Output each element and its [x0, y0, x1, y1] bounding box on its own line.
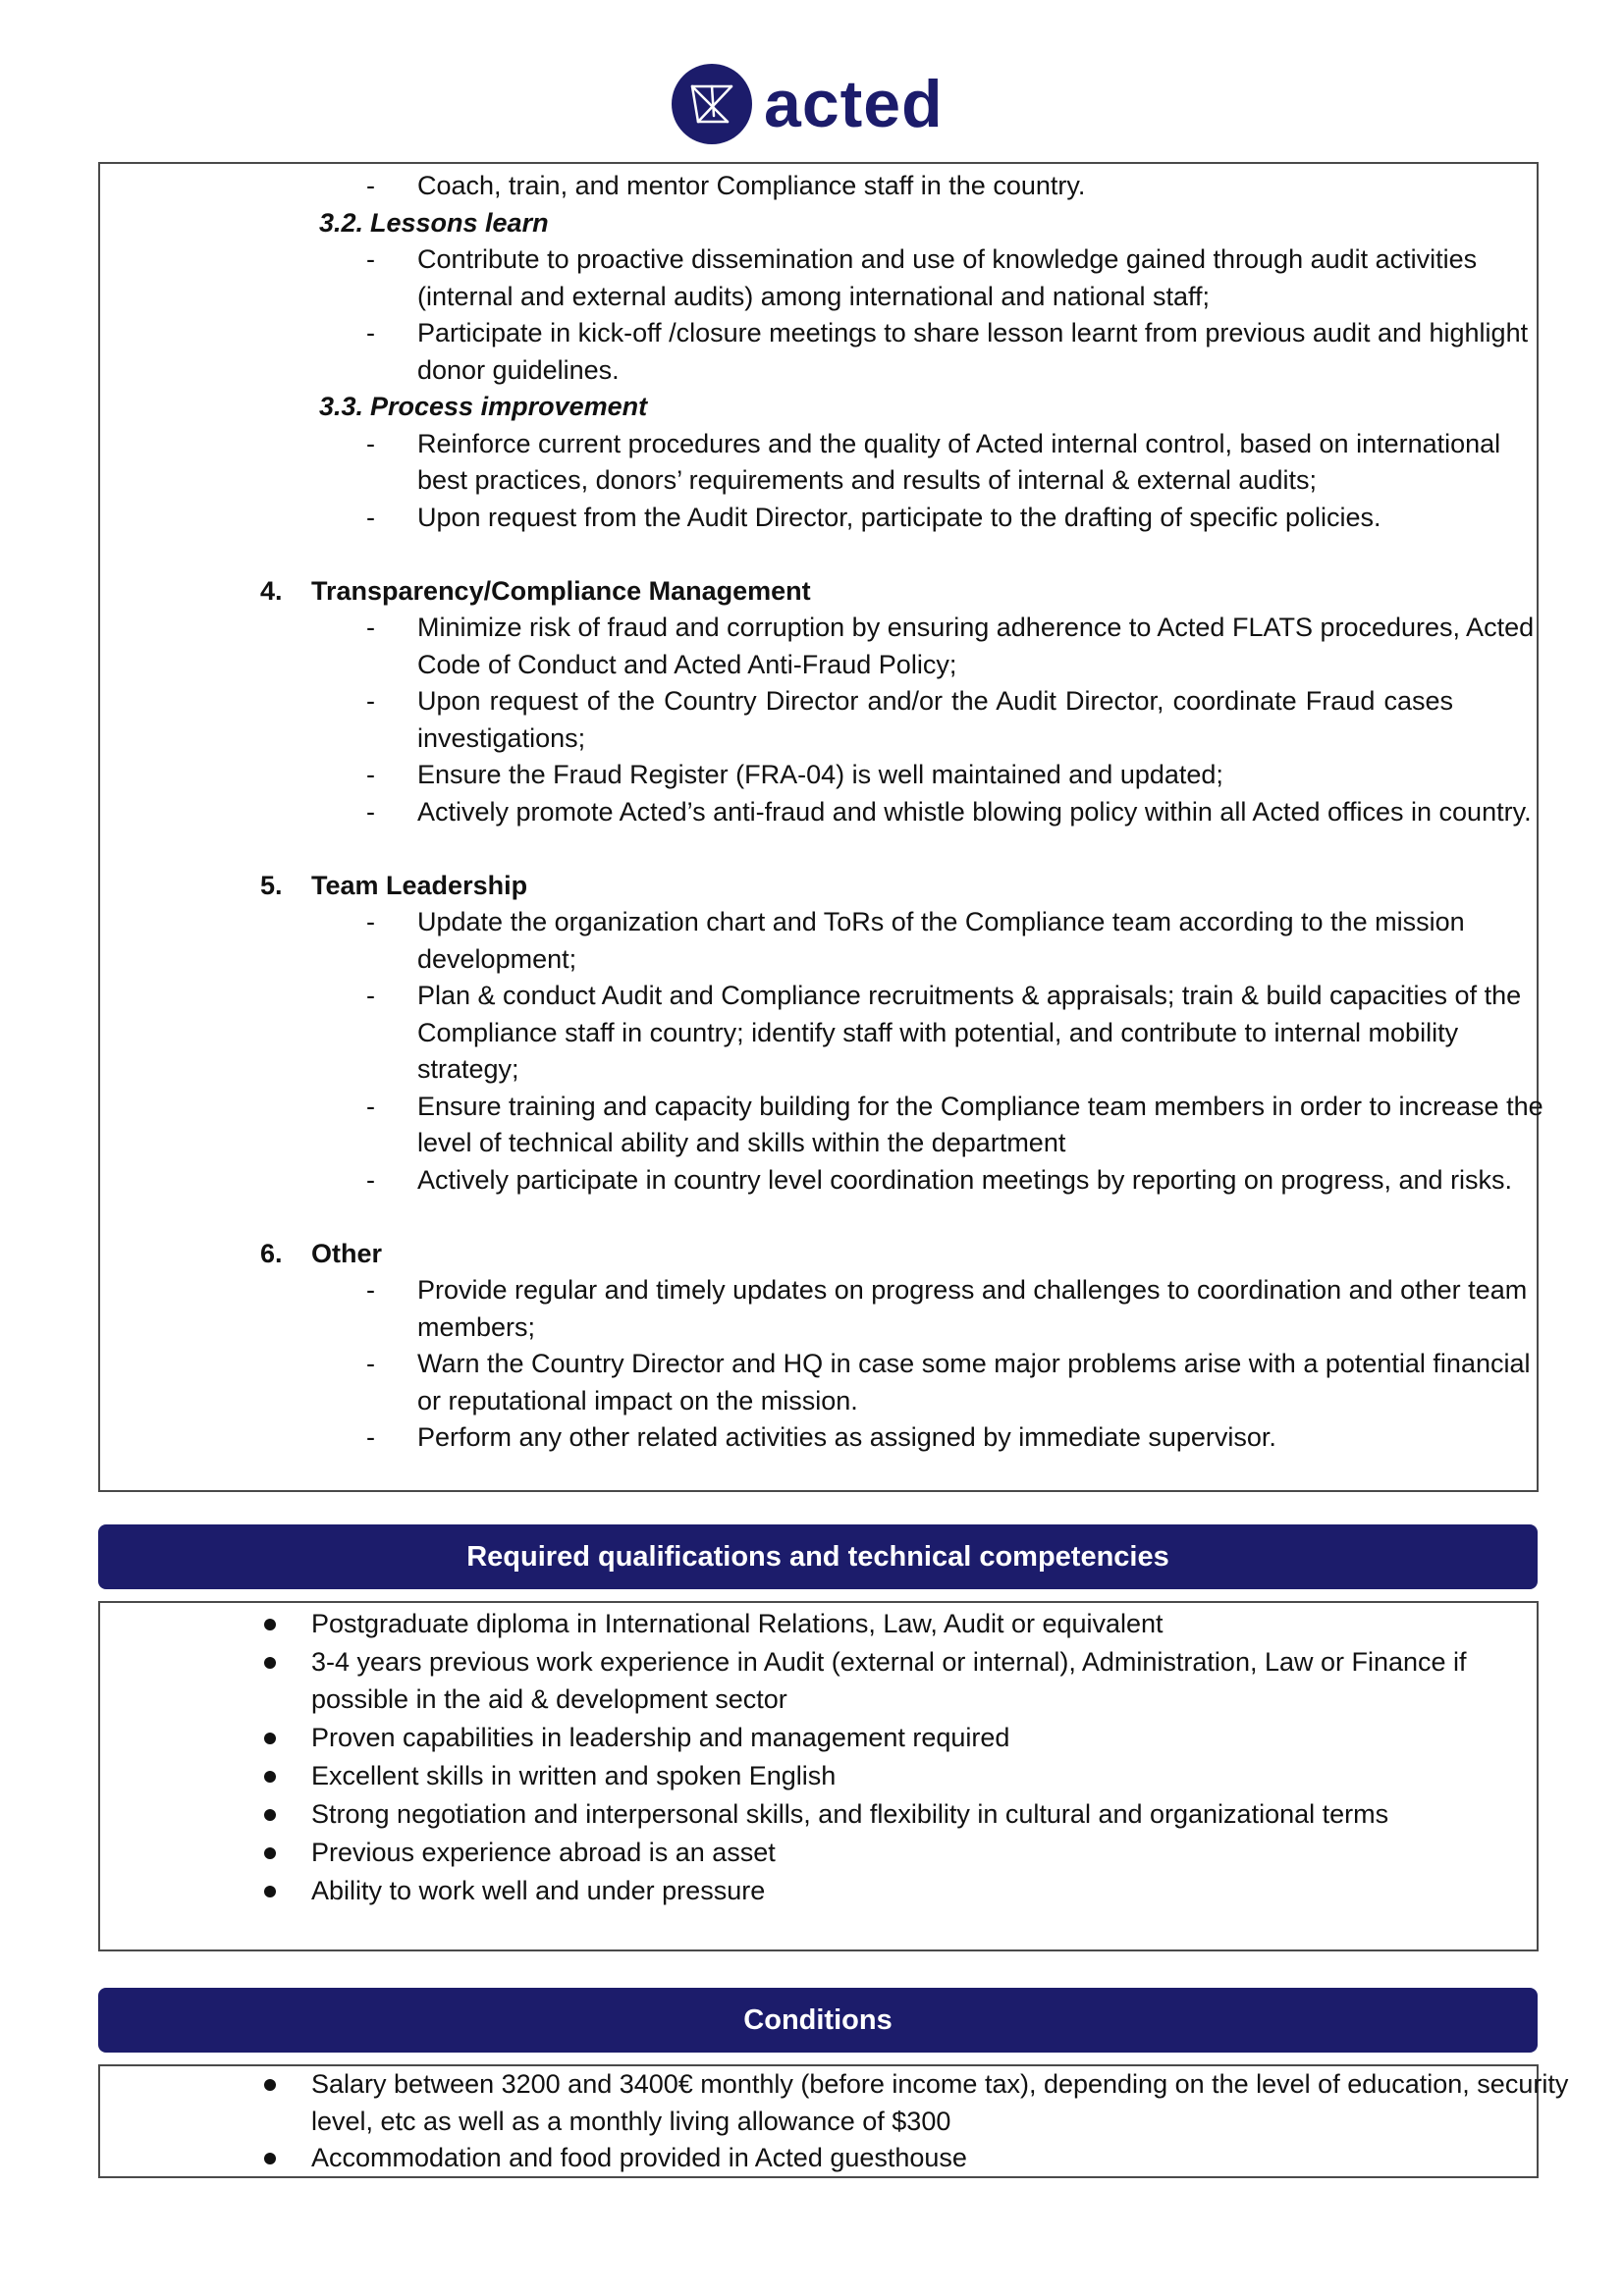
dash-bullet: - [366, 244, 375, 274]
dash-item-text: Minimize risk of fraud and corruption by ensuring adherence to Acted FLATS procedures, Acted [417, 613, 1535, 642]
dash-item-text: Update the organization chart and ToRs of the Compliance team according to the mission [417, 907, 1465, 936]
dash-item-text: Perform any other related activities as assigned by immediate supervisor. [417, 1422, 1276, 1452]
qualifications-item-text: Previous experience abroad is an asset [311, 1837, 776, 1867]
subsection-number: 3.3. [319, 392, 364, 421]
dash-item-text: Plan & conduct Audit and Compliance recruitments & appraisals; train & build capacities of the [417, 981, 1522, 1010]
qualifications-item-text: Ability to work well and under pressure [311, 1875, 766, 1905]
section-number: 6. [260, 1238, 283, 1268]
dash-item-text: level of technical ability and skills within the department [417, 1128, 1066, 1157]
bullet-dot [264, 2153, 276, 2164]
dash-item-text: Reinforce current procedures and the quality of Acted internal control, based on international [417, 428, 1501, 458]
bullet-dot [264, 1809, 276, 1821]
dash-item-text: development; [417, 943, 577, 974]
dash-bullet: - [366, 1164, 375, 1195]
dash-bullet: - [366, 428, 375, 458]
conditions-item-text: Accommodation and food provided in Acted guesthouse [311, 2143, 967, 2172]
dash-bullet: - [366, 1422, 375, 1452]
section-title: Transparency/Compliance Management [311, 575, 811, 606]
bullet-dot [264, 1771, 276, 1783]
section-title: Other [311, 1238, 383, 1268]
dash-item-text: members; [417, 1311, 536, 1342]
dash-bullet: - [366, 907, 375, 936]
dash-item-text: Contribute to proactive dissemination and use of knowledge gained through audit activities [417, 244, 1478, 274]
dash-item-text: Actively participate in country level coordination meetings by reporting on progress, and risks. [417, 1164, 1513, 1195]
conditions-item-text: level, etc as well as a monthly living allowance of $300 [311, 2106, 951, 2136]
qualifications-item-text: Excellent skills in written and spoken English [311, 1760, 837, 1790]
dash-bullet: - [366, 981, 375, 1010]
qualifications-item-text: Postgraduate diploma in International Relations, Law, Audit or equivalent [311, 1609, 1164, 1638]
dash-bullet: - [366, 1349, 375, 1378]
dash-item-text: Compliance staff in country; identify staff with potential, and contribute to internal mobility [417, 1017, 1459, 1047]
dash-item-text: Code of Conduct and Acted Anti-Fraud Policy; [417, 649, 957, 679]
subsection-title: Process improvement [370, 392, 648, 421]
dash-item-text: Upon request of the Country Director and/or the Audit Director, coordinate Fraud cases [417, 686, 1453, 716]
qualifications-heading-text: Required qualifications and technical competencies [466, 1540, 1169, 1573]
acted-logo [672, 61, 944, 147]
section-title: Team Leadership [311, 870, 528, 900]
dash-item-text: investigations; [417, 722, 586, 753]
dash-bullet: - [366, 760, 375, 789]
acted-logo-icon [672, 64, 752, 144]
bullet-dot [264, 1657, 276, 1669]
dash-item-text: Coach, train, and mentor Compliance staff in the country. [417, 171, 1086, 200]
section-number: 5. [260, 870, 283, 900]
dash-item-text: best practices, donors’ requirements and results of internal & external audits; [417, 465, 1317, 495]
dash-item-text: Warn the Country Director and HQ in case some major problems arise with a potential financial [417, 1349, 1531, 1378]
qualifications-item-text: possible in the aid & development sector [311, 1683, 787, 1714]
dash-item-text: strategy; [417, 1054, 519, 1084]
qualifications-item-text: 3-4 years previous work experience in Audit (external or internal), Administration, Law or Finance if [311, 1647, 1467, 1677]
dash-bullet: - [366, 796, 375, 827]
dash-item-text: donor guidelines. [417, 354, 620, 385]
dash-bullet: - [366, 171, 375, 200]
dash-item-text: or reputational impact on the mission. [417, 1385, 858, 1415]
qualifications-item-text: Strong negotiation and interpersonal skills, and flexibility in cultural and organizational terms [311, 1798, 1389, 1829]
conditions-box [98, 2064, 1569, 2178]
subsection-title: Lessons learn [370, 207, 549, 238]
qualifications-box [98, 1601, 1539, 1951]
dash-item-text: Participate in kick-off /closure meetings to share lesson learnt from previous audit and highlight [417, 318, 1529, 347]
dash-item-text: Ensure the Fraud Register (FRA-04) is well maintained and updated; [417, 760, 1223, 789]
conditions-heading-text: Conditions [743, 2003, 893, 2036]
subsection-number: 3.2. [319, 207, 364, 238]
job-description-box [98, 162, 1543, 1492]
conditions-item-text: Salary between 3200 and 3400€ monthly (before income tax), depending on the level of education, security [311, 2069, 1569, 2099]
dash-item-text: Upon request from the Audit Director, participate to the drafting of specific policies. [417, 502, 1381, 532]
qualifications-heading [98, 1524, 1538, 1589]
acted-logo-text: acted [764, 67, 944, 141]
dash-bullet: - [366, 502, 375, 532]
dash-bullet: - [366, 613, 375, 642]
qualifications-item-text: Proven capabilities in leadership and management required [311, 1722, 1010, 1752]
bullet-dot [264, 1733, 276, 1744]
bullet-dot [264, 1619, 276, 1630]
dash-bullet: - [366, 1091, 375, 1121]
dash-bullet: - [366, 1275, 375, 1305]
dash-bullet: - [366, 686, 375, 716]
conditions-heading [98, 1988, 1538, 2053]
dash-item-text: Actively promote Acted’s anti-fraud and whistle blowing policy within all Acted offices in country. [417, 796, 1532, 827]
dash-item-text: Ensure training and capacity building for the Compliance team members in order to increase the [417, 1091, 1543, 1121]
dash-item-text: Provide regular and timely updates on progress and challenges to coordination and other team [417, 1275, 1528, 1305]
section-number: 4. [260, 575, 283, 606]
bullet-dot [264, 1886, 276, 1897]
bullet-dot [264, 1847, 276, 1859]
dash-bullet: - [366, 318, 375, 347]
bullet-dot [264, 2079, 276, 2091]
dash-item-text: (internal and external audits) among international and national staff; [417, 281, 1211, 311]
